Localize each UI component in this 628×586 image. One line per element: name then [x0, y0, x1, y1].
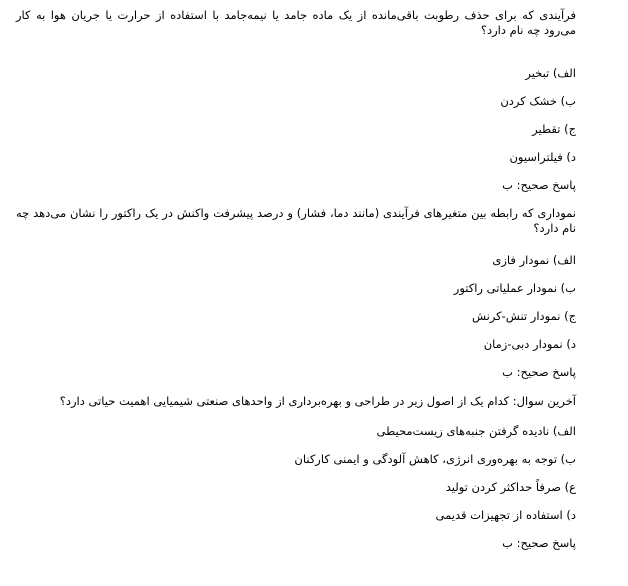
question-3-option-b: ب) توجه به بهره‌وری انرژی، کاهش آلودگی و ایمنی کارکنان	[294, 452, 576, 466]
question-2-option-a: الف) نمودار فازی	[492, 253, 576, 267]
question-1-option-d: د) فیلتراسیون	[509, 150, 576, 164]
question-2-option-b: ب) نمودار عملیاتی راکتور	[453, 281, 576, 295]
question-2-text: نموداری که رابطه بین متغیرهای فرآیندی (مانند دما، فشار) و درصد پیشرفت واکنش در یک راکتور را نشان می‌دهد چه نام دارد؟	[16, 206, 576, 235]
question-3-option-a: الف) نادیده گرفتن جنبه‌های زیست‌محیطی	[376, 424, 576, 438]
question-1-option-c: ج) تقطیر	[532, 122, 576, 136]
question-1-text: فرآیندی که برای حذف رطوبت باقی‌مانده از یک ماده جامد یا نیمه‌جامد با استفاده از حرارت یا جریان هوا به کار می‌رود چه نام دارد؟	[16, 8, 576, 37]
question-1-option-a: الف) تبخیر	[525, 66, 576, 80]
question-1-option-b: ب) خشک کردن	[500, 94, 576, 108]
question-3-option-c: ع) صرفاً حداکثر کردن تولید	[445, 480, 576, 494]
question-1-answer: پاسخ صحیح: ب	[502, 178, 576, 192]
question-3-answer: پاسخ صحیح: ب	[502, 536, 576, 550]
question-2-option-c: ج) نمودار تنش-کرنش	[471, 309, 576, 323]
question-2-answer: پاسخ صحیح: ب	[502, 365, 576, 379]
question-3-text: آخرین سوال: کدام یک از اصول زیر در طراحی و بهره‌برداری از واحدهای صنعتی شیمیایی اهمیت حیاتی دارد؟	[59, 394, 576, 408]
question-2-option-d: د) نمودار دبی-زمان	[483, 337, 576, 351]
question-3-option-d: د) استفاده از تجهیزات قدیمی	[435, 508, 576, 522]
